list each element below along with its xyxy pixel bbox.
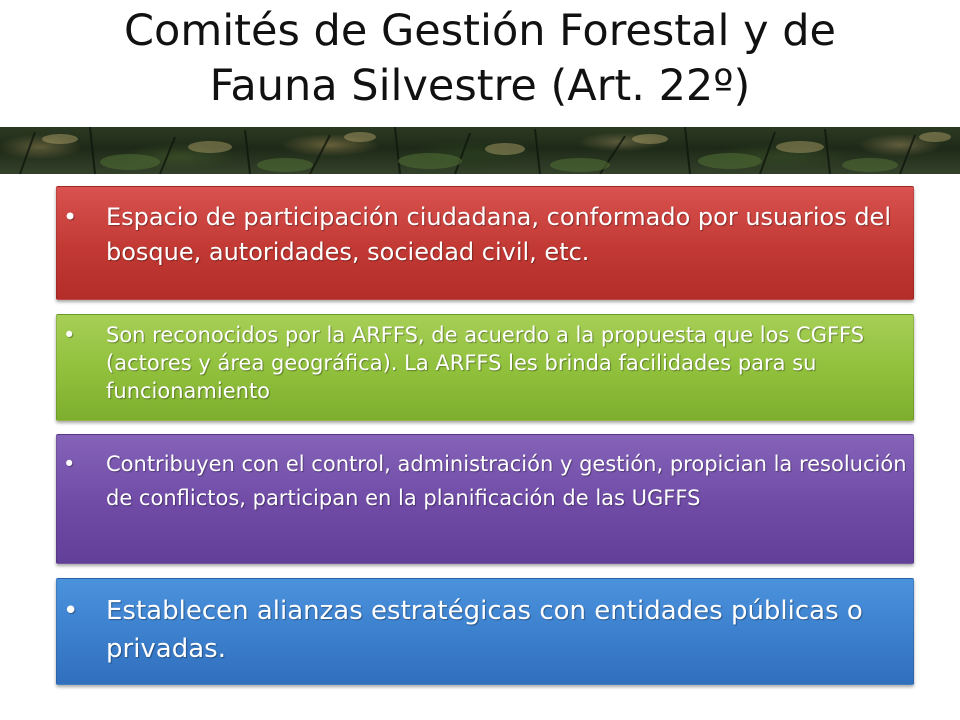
slide-title-line-1: Comités de Gestión Forestal y de — [124, 6, 836, 56]
slide-title-line-2: Fauna Silvestre (Art. 22º) — [209, 61, 751, 111]
bullet-box-participation — [56, 186, 914, 300]
bullet-dot-icon: • — [63, 452, 76, 476]
bullet-item — [63, 592, 913, 668]
bullet-box-contributions — [56, 434, 914, 564]
bullet-box-alliances — [56, 578, 914, 685]
bullet-item — [63, 200, 913, 270]
slide-title — [0, 4, 960, 114]
bullet-list — [57, 592, 913, 668]
bullet-dot-icon: • — [63, 323, 76, 347]
bullet-text: Contribuyen con el control, administración y gestión, propician la resolución de conflictos, participan en la planificación de las UGFFS — [106, 452, 907, 510]
bullet-dot-icon: • — [63, 203, 78, 231]
bullet-list — [57, 321, 913, 405]
bullet-item — [63, 321, 913, 405]
bullet-text: Son reconocidos por la ARFFS, de acuerdo a la propuesta que los CGFFS (actores y área geográfica). La ARFFS les brinda facilidades para su funcionamiento — [106, 323, 865, 403]
bullet-list — [57, 447, 913, 515]
bullet-box-recognition — [56, 314, 914, 421]
forest-banner-image — [0, 127, 960, 174]
bullet-text: Establecen alianzas estratégicas con entidades públicas o privadas. — [106, 596, 863, 664]
bullet-item — [63, 447, 913, 515]
bullet-text: Espacio de participación ciudadana, conformado por usuarios del bosque, autoridades, sociedad civil, etc. — [106, 203, 891, 266]
forest-foliage-graphic — [0, 127, 960, 174]
bullet-dot-icon: • — [63, 596, 79, 626]
bullet-list — [57, 200, 913, 270]
